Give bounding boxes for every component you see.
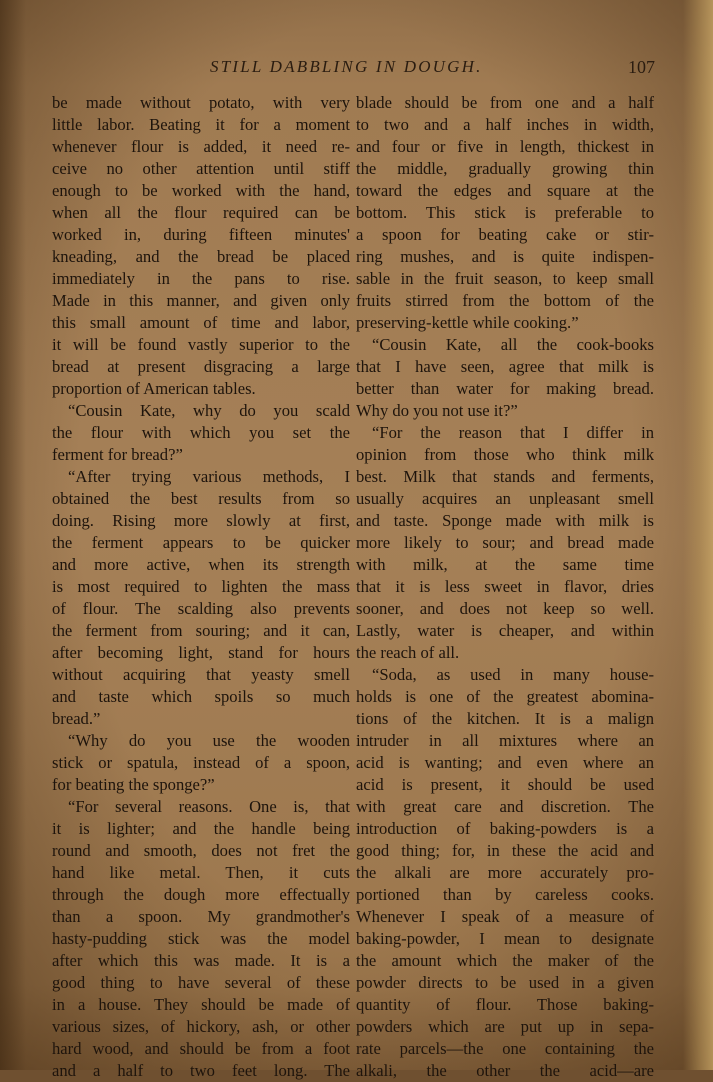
text-line: round and smooth, does not fret the: [52, 841, 350, 860]
text-line: the middle, gradually growing thin: [356, 159, 654, 178]
text-line: without acquiring that yeasty smell: [52, 665, 350, 684]
text-line: a spoon for beating cake or stir-: [356, 225, 654, 244]
text-line: Lastly, water is cheaper, and within: [356, 621, 654, 640]
text-line: the ferment appears to be quicker: [52, 533, 350, 552]
text-line: rate parcels—the one containing the: [356, 1039, 654, 1058]
text-line: hard wood, and should be from a foot: [52, 1039, 350, 1058]
text-line: ferment for bread?”: [52, 445, 183, 464]
text-line: toward the edges and square at the: [356, 181, 654, 200]
text-line: and taste. Sponge made with milk is: [356, 511, 654, 530]
right-column: [356, 92, 654, 1082]
text-line: the ferment from souring; and it can,: [52, 621, 350, 640]
text-line: bread.”: [52, 709, 101, 728]
text-line: the flour with which you set the: [52, 423, 350, 442]
text-line: “Cousin Kate, why do you scald: [68, 401, 350, 420]
text-line: bottom. This stick is preferable to: [356, 203, 654, 222]
text-line: various sizes, of hickory, ash, or other: [52, 1017, 350, 1036]
text-line: intruder in all mixtures where an: [356, 731, 654, 750]
text-line: worked in, during fifteen minutes': [52, 225, 350, 244]
text-line: Made in this manner, and given only: [52, 291, 350, 310]
text-line: this small amount of time and labor,: [52, 313, 350, 332]
text-line: doing. Rising more slowly at first,: [52, 511, 350, 530]
text-line: to two and a half inches in width,: [356, 115, 654, 134]
text-line: after becoming light, stand for hours: [52, 643, 350, 662]
text-line: best. Milk that stands and ferments,: [356, 467, 654, 486]
text-line: that it is less sweet in flavor, dries: [356, 577, 654, 596]
text-line: little labor. Beating it for a moment: [52, 115, 350, 134]
text-line: through the dough more effectually: [52, 885, 350, 904]
text-line: alkali, the other the acid—are: [356, 1061, 654, 1080]
text-line: after which this was made. It is a: [52, 951, 350, 970]
text-line: sable in the fruit season, to keep small: [356, 269, 654, 288]
text-line: be made without potato, with very: [52, 93, 350, 112]
text-line: stick or spatula, instead of a spoon,: [52, 753, 350, 772]
text-line: and taste which spoils so much: [52, 687, 350, 706]
text-line: “Cousin Kate, all the cook-books: [372, 335, 654, 354]
text-line: better than water for making bread.: [356, 379, 654, 398]
text-line: tions of the kitchen. It is a malign: [356, 709, 654, 728]
text-line: blade should be from one and a half: [356, 93, 654, 112]
text-line: “After trying various methods, I: [68, 467, 350, 486]
page-shadow-left: [0, 0, 26, 1070]
text-line: in a house. They should be made of: [52, 995, 350, 1014]
text-line: and more active, when its strength: [52, 555, 350, 574]
text-line: immediately in the pans to rise.: [52, 269, 350, 288]
text-line: sooner, and does not keep so well.: [356, 599, 654, 618]
text-line: proportion of American tables.: [52, 379, 256, 398]
text-line: “Why do you use the wooden: [68, 731, 350, 750]
text-line: than a spoon. My grandmother's: [52, 907, 350, 926]
text-line: for beating the sponge?”: [52, 775, 215, 794]
text-line: “For the reason that I differ in: [372, 423, 654, 442]
text-line: enough to be worked with the hand,: [52, 181, 350, 200]
text-line: ring mushes, and is quite indispen-: [356, 247, 654, 266]
text-line: the reach of all.: [356, 643, 460, 662]
left-column: [52, 92, 350, 1082]
text-line: acid is wanting; and even where an: [356, 753, 654, 772]
text-line: obtained the best results from so: [52, 489, 350, 508]
text-line: it is lighter; and the handle being: [52, 819, 350, 838]
text-line: introduction of baking-powders is a: [356, 819, 654, 838]
text-line: is most required to lighten the mass: [52, 577, 350, 596]
text-line: and a half to two feet long. The: [52, 1061, 350, 1080]
text-line: whenever flour is added, it need re-: [52, 137, 350, 156]
text-line: the amount which the maker of the: [356, 951, 654, 970]
text-line: Whenever I speak of a measure of: [356, 907, 654, 926]
text-line: with great care and discretion. The: [356, 797, 654, 816]
text-line: powders which are put up in sepa-: [356, 1017, 654, 1036]
text-line: opinion from those who think milk: [356, 445, 654, 464]
page-edge-right: [683, 0, 713, 1070]
text-line: hasty-pudding stick was the model: [52, 929, 350, 948]
text-line: ceive no other attention until stiff: [52, 159, 350, 178]
text-line: kneading, and the bread be placed: [52, 247, 350, 266]
text-line: and four or five in length, thickest in: [356, 137, 654, 156]
text-line: hand like metal. Then, it cuts: [52, 863, 350, 882]
text-line: fruits stirred from the bottom of the: [356, 291, 654, 310]
page-number: 107: [628, 57, 655, 77]
text-line: that I have seen, agree that milk is: [356, 357, 654, 376]
text-line: preserving-kettle while cooking.”: [356, 313, 579, 332]
text-line: it will be found vastly superior to the: [52, 335, 350, 354]
text-line: good thing to have several of these: [52, 973, 350, 992]
text-line: baking-powder, I mean to designate: [356, 929, 654, 948]
text-line: when all the flour required can be: [52, 203, 350, 222]
text-line: more likely to sour; and bread made: [356, 533, 654, 552]
page-header: [50, 57, 655, 81]
text-line: acid is present, it should be used: [356, 775, 654, 794]
running-head: STILL DABBLING IN DOUGH.: [210, 57, 483, 76]
text-line: “Soda, as used in many house-: [372, 665, 654, 684]
text-line: holds is one of the greatest abomina-: [356, 687, 654, 706]
text-line: powder directs to be used in a given: [356, 973, 654, 992]
text-line: bread at present disgracing a large: [52, 357, 350, 376]
text-line: good thing; for, in these the acid and: [356, 841, 654, 860]
text-line: with milk, at the same time: [356, 555, 654, 574]
text-line: of flour. The scalding also prevents: [52, 599, 350, 618]
text-line: portioned than by careless cooks.: [356, 885, 654, 904]
text-line: Why do you not use it?”: [356, 401, 518, 420]
text-line: quantity of flour. Those baking-: [356, 995, 654, 1014]
text-line: “For several reasons. One is, that: [68, 797, 350, 816]
text-line: usually acquires an unpleasant smell: [356, 489, 654, 508]
text-line: the alkali are more accurately pro-: [356, 863, 654, 882]
